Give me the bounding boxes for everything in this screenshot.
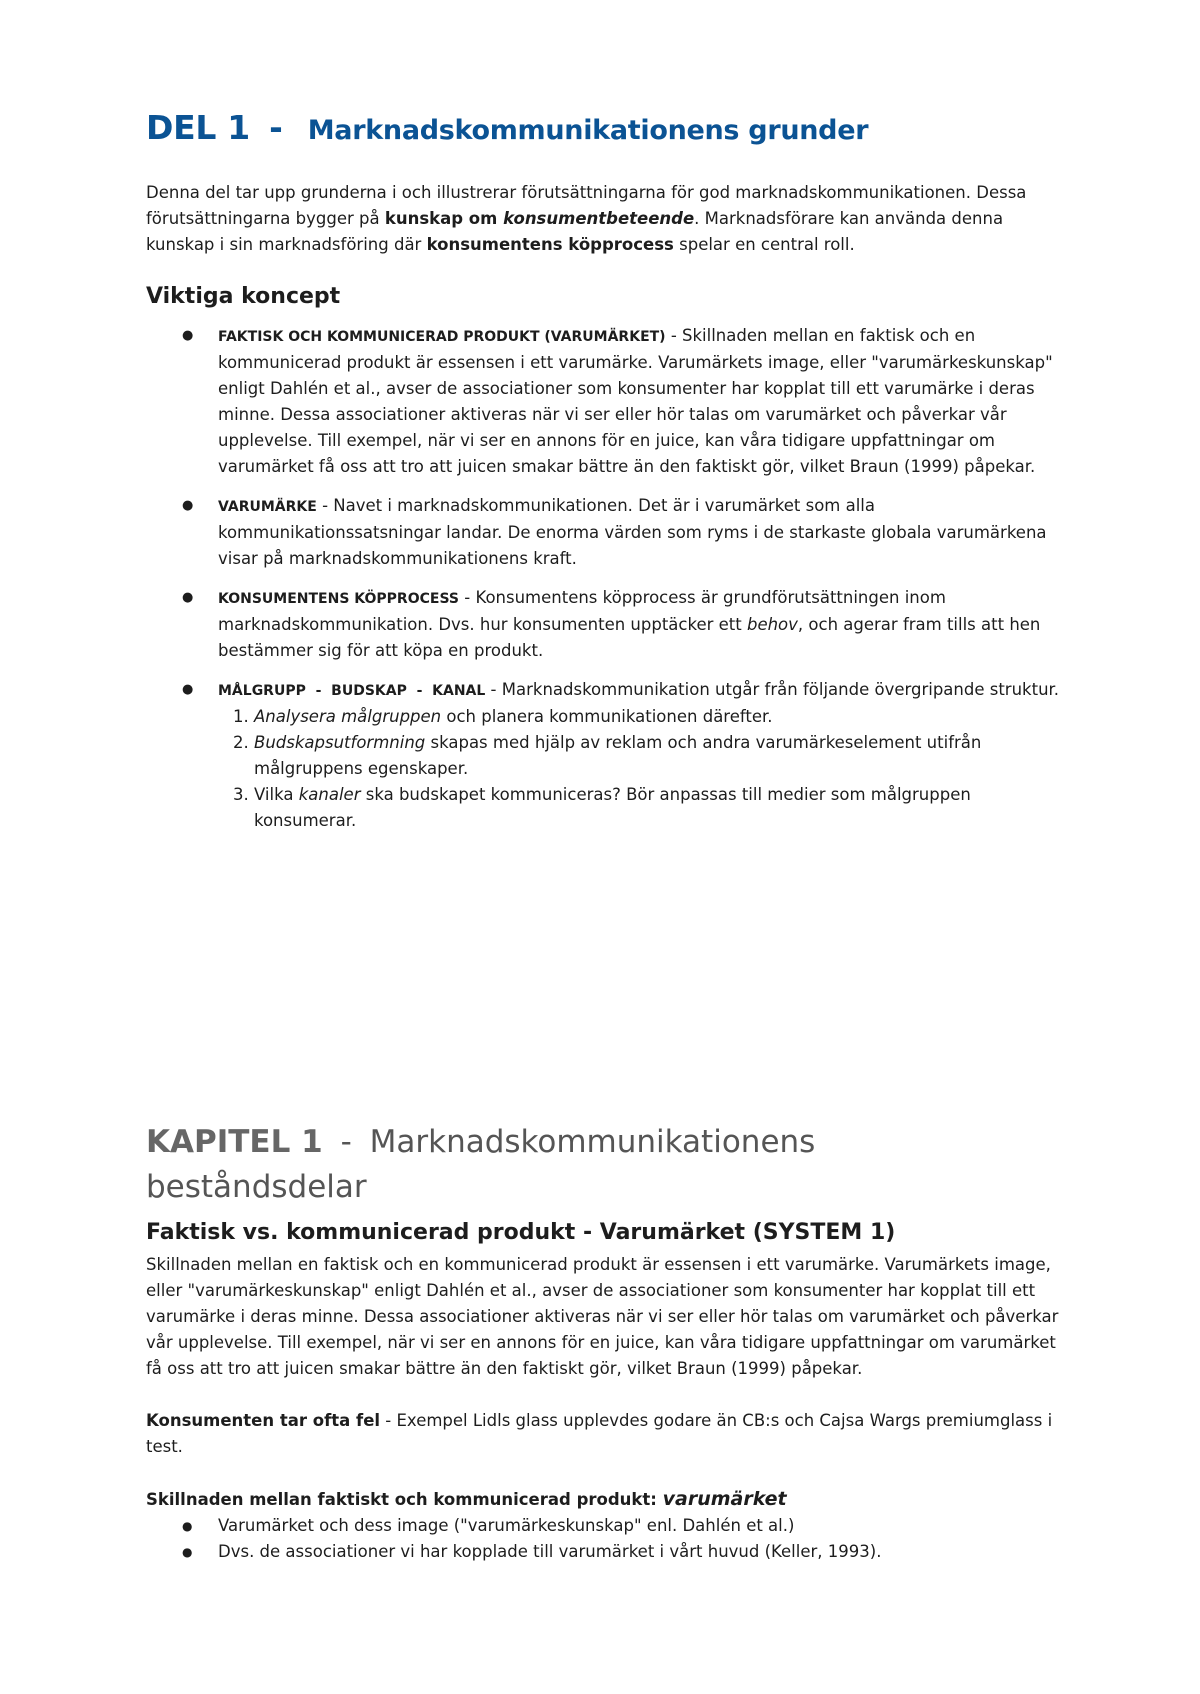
intro-text-2: . Marknadsförare kan använda denna kunskap i sin marknadsföring där <box>146 208 1004 254</box>
concepts-list <box>146 323 1066 834</box>
step-text: ska budskapet kommuniceras? Bör anpassas till medier som målgruppen konsumerar. <box>254 784 971 830</box>
diff-heading <box>146 1486 1066 1513</box>
step-text: och planera kommunikationen därefter. <box>441 706 773 726</box>
del-label: DEL 1 <box>146 108 250 147</box>
concept-term: VARUMÄRKE <box>218 498 317 515</box>
kapitel-title-line1: Marknadskommunikationens <box>369 1124 816 1160</box>
list-item <box>218 323 1066 480</box>
del-section <box>146 108 1066 847</box>
list-item: ● Dvs. de associationer vi har kopplade till varumärket i vårt huvud (Keller, 1993). <box>218 1539 1066 1565</box>
concept-term: MÅLGRUPP - BUDSKAP - KANAL <box>218 682 486 699</box>
step-item <box>254 704 1066 730</box>
consumer-text: - Exempel Lidls glass upplevdes godare än CB:s och Cajsa Wargs premiumglass i test. <box>146 1411 1053 1456</box>
concept-text: , och agerar fram tills att hen bestämmer sig för att köpa en produkt. <box>218 614 1041 660</box>
consumer-bold: Konsumenten tar ofta fel <box>146 1411 381 1430</box>
intro-text-3: spelar en central roll. <box>673 234 855 254</box>
list-item: ● Varumärket och dess image ("varumärkeskunskap" enl. Dahlén et al.) <box>218 1513 1066 1539</box>
kapitel-title <box>146 1120 1066 1210</box>
concept-text: - Navet i marknadskommunikationen. Det är i varumärket som alla kommunikationssatsningar landar. De enorma värden som ryms i de starkaste globala varumärkena visar på marknadskommunikationens kraft. <box>218 495 1047 568</box>
step-text: skapas med hjälp av reklam och andra varumärkeselement utifrån målgruppens egenskaper. <box>254 732 982 778</box>
intro-bold-2: konsumentens köpprocess <box>426 234 674 254</box>
concept-italic: behov <box>746 614 798 634</box>
del-dash: - <box>269 108 283 147</box>
diff-accent: varumärket <box>662 1488 787 1510</box>
diff-heading-text: Skillnaden mellan faktiskt och kommunicerad produkt: <box>146 1490 663 1509</box>
concepts-heading: Viktiga koncept <box>146 283 341 309</box>
step-text: Vilka <box>254 784 299 804</box>
concept-term: KONSUMENTENS KÖPPROCESS <box>218 590 459 607</box>
intro-bold-italic: konsumentbeteende <box>503 208 695 228</box>
step-italic: Budskapsutformning <box>254 732 426 752</box>
diff-list <box>146 1513 1066 1565</box>
kapitel-title-line2: beståndsdelar <box>146 1169 367 1205</box>
kapitel-dash: - <box>340 1124 352 1160</box>
consumer-paragraph <box>146 1408 1066 1460</box>
section-heading: Faktisk vs. kommunicerad produkt - Varumärket (SYSTEM 1) <box>146 1220 896 1245</box>
step-italic: kanaler <box>298 784 361 804</box>
intro-text-1: Denna del tar upp grunderna i och illustrerar förutsättningarna för god marknadskommunikationen. Dessa förutsättningarna bygger på <box>146 182 1027 228</box>
del-title <box>146 108 1066 148</box>
list-item <box>218 677 1066 834</box>
concept-term: FAKTISK OCH KOMMUNICERAD PRODUKT (VARUMÄRKET) <box>218 328 666 345</box>
structure-steps <box>218 704 1066 834</box>
del-intro <box>146 180 1066 258</box>
section-text: Skillnaden mellan en faktisk och en kommunicerad produkt är essensen i ett varumärke. Varumärkets image, eller "varumärkeskunskap" enligt Dahlén et al., avser de associationer som konsumenter har kopplat till ett varumärke i deras minne. Dessa associationer aktiveras när vi ser eller hör talas om varumärket och påverkar vår upplevelse. Till exempel, när vi ser en annons för en juice, kan våra tidigare uppfattningar om varumärket få oss att tro att juicen smakar bättre än den faktiskt gör, vilket Braun (1999) påpekar. <box>146 1255 1059 1378</box>
del-title-text: Marknadskommunikationens grunder <box>307 115 869 146</box>
kapitel-label: KAPITEL 1 <box>146 1124 323 1160</box>
step-item <box>254 730 1066 782</box>
intro-bold-1: kunskap om <box>384 208 504 228</box>
kapitel-section <box>146 1120 1066 1565</box>
list-item <box>218 585 1066 664</box>
list-item <box>218 493 1066 572</box>
concept-text: - Konsumentens köpprocess är grundförutsättningen inom marknadskommunikation. Dvs. hur konsumenten upptäcker ett <box>218 587 946 634</box>
concept-text: - Skillnaden mellan en faktisk och en kommunicerad produkt är essensen i ett varumärke. Varumärkets image, eller "varumärkeskunskap" enligt Dahlén et al., avser de associationer som konsumenter har kopplat till ett varumärke i deras minne. Dessa associationer aktiveras när vi ser eller hör talas om varumärket och påverkar vår upplevelse. Till exempel, när vi ser en annons för en juice, kan våra tidigare uppfattningar om varumärket få oss att tro att juicen smakar bättre än den faktiskt gör, vilket Braun (1999) påpekar. <box>218 325 1053 476</box>
step-item <box>254 782 1066 834</box>
step-italic: Analysera målgruppen <box>254 706 442 726</box>
concept-text: - Marknadskommunikation utgår från följande övergripande struktur. <box>485 679 1060 699</box>
